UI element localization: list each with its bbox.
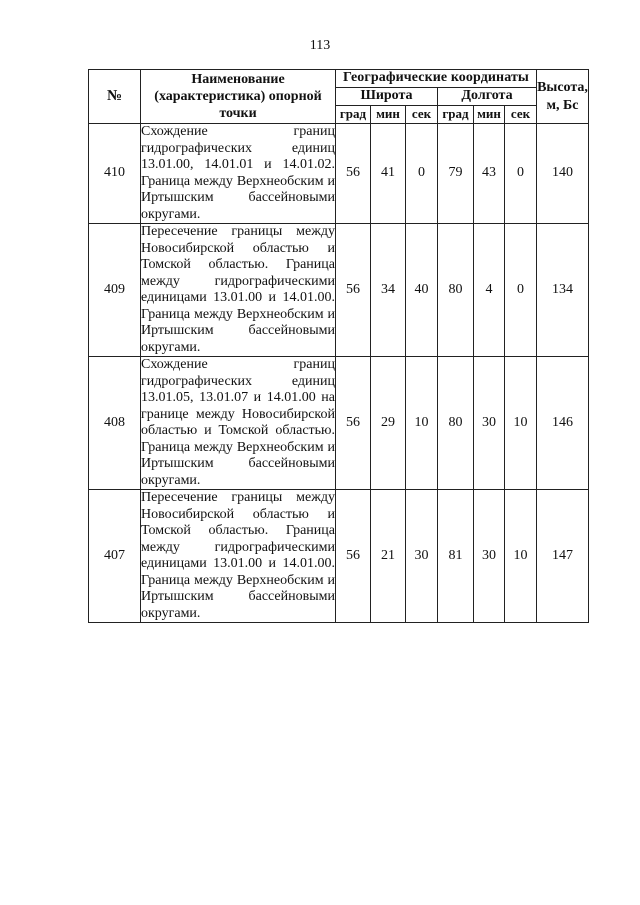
lon-degrees: 81 [438,490,474,623]
point-description: Схождение границ гидрографических единиц 13.01.00, 14.01.01 и 14.01.02. Граница между Верхнеобским и Иртышским бассейновыми округами. [141,124,335,222]
header-lat-seconds: сек [406,106,438,124]
lat-degrees: 56 [336,224,371,357]
reference-points-table [88,69,589,623]
lat-minutes: 41 [371,124,406,224]
point-number: 410 [89,124,141,224]
header-point-name: Наименование (характеристика) опорной точки [141,70,336,124]
lon-minutes: 4 [474,224,505,357]
header-lat-degrees: град [336,106,371,124]
header-latitude: Широта [336,88,438,106]
header-height: Высота, м, Бс [537,70,589,124]
header-lon-minutes: мин [474,106,505,124]
lon-seconds: 10 [505,490,537,623]
lon-degrees: 79 [438,124,474,224]
lon-minutes: 43 [474,124,505,224]
table-row [89,490,589,623]
lon-degrees: 80 [438,357,474,490]
lat-minutes: 29 [371,357,406,490]
lat-degrees: 56 [336,490,371,623]
header-longitude: Долгота [438,88,537,106]
lat-seconds: 0 [406,124,438,224]
lat-seconds: 10 [406,357,438,490]
lat-minutes: 34 [371,224,406,357]
lon-seconds: 0 [505,224,537,357]
lat-minutes: 21 [371,490,406,623]
lat-degrees: 56 [336,357,371,490]
point-description: Пересечение границы между Новосибирской областью и Томской областью. Граница между гидрографическими единицами 13.01.00 и 14.01.00. Граница между Верхнеобским и Иртышским бассейновыми округами. [141,490,335,621]
height-value: 134 [537,224,589,357]
height-value: 140 [537,124,589,224]
point-number: 408 [89,357,141,490]
lat-seconds: 40 [406,224,438,357]
table-row [89,357,589,490]
point-number: 409 [89,224,141,357]
lat-degrees: 56 [336,124,371,224]
header-geographic-coordinates: Географические координаты [336,70,537,88]
header-number: № [89,70,141,124]
lon-degrees: 80 [438,224,474,357]
point-description: Схождение границ гидрографических единиц 13.01.05, 13.01.07 и 14.01.00 на границе между Новосибирской областью и Томской областью. Граница между Верхнеобским и Иртышским бассейновыми округами. [141,357,335,488]
lon-minutes: 30 [474,490,505,623]
lon-seconds: 10 [505,357,537,490]
header-lon-seconds: сек [505,106,537,124]
table-row [89,224,589,357]
height-value: 147 [537,490,589,623]
header-lon-degrees: град [438,106,474,124]
lon-seconds: 0 [505,124,537,224]
height-value: 146 [537,357,589,490]
point-description: Пересечение границы между Новосибирской областью и Томской областью. Граница между гидрографическими единицами 13.01.00 и 14.01.00. Граница между Верхнеобским и Иртышским бассейновыми округами. [141,224,335,355]
header-lat-minutes: мин [371,106,406,124]
lat-seconds: 30 [406,490,438,623]
page-number: 113 [309,38,331,53]
lon-minutes: 30 [474,357,505,490]
point-number: 407 [89,490,141,623]
table-row [89,124,589,224]
